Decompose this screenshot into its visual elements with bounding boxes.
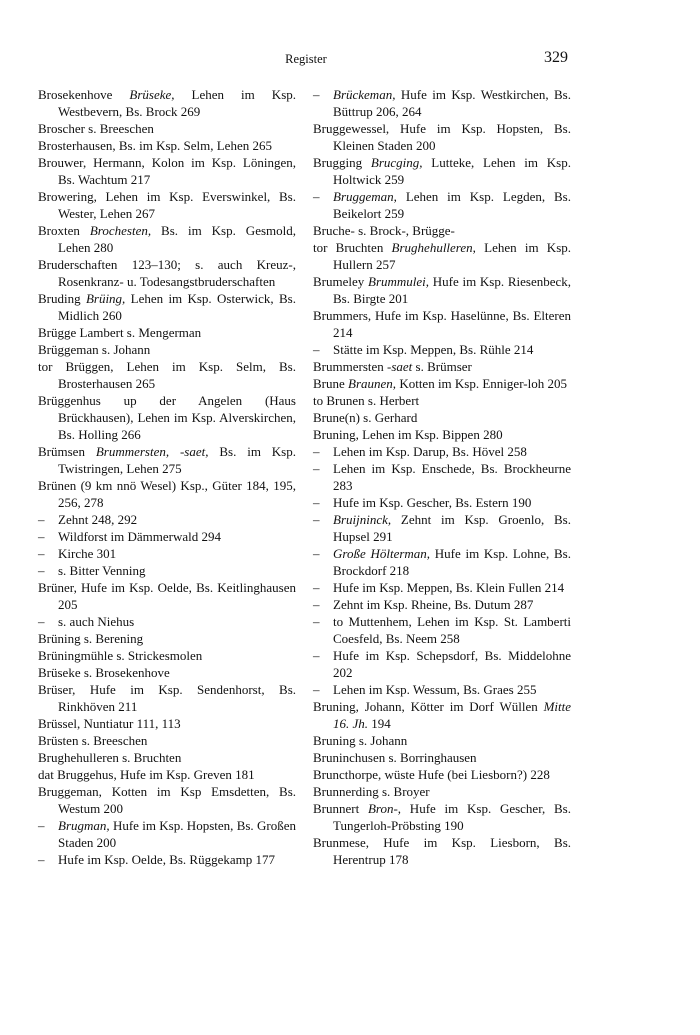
index-entry bbox=[38, 715, 296, 732]
index-entry bbox=[38, 766, 296, 783]
index-entry bbox=[313, 375, 571, 392]
register-column-right bbox=[313, 86, 571, 868]
entry-text: tor Bruchten bbox=[313, 240, 392, 255]
entry-text: tor Brüggen, Lehen im Ksp. Selm, Bs. Brosterhausen 265 bbox=[38, 359, 296, 391]
index-entry bbox=[313, 681, 571, 698]
entry-text: Brosekenhove bbox=[38, 87, 130, 102]
entry-text: Lehen im Ksp. Legden, Bs. Beikelort 259 bbox=[333, 189, 571, 221]
subentry-dash: – bbox=[313, 614, 320, 629]
entry-text: Brüningmühle s. Strickesmolen bbox=[38, 648, 203, 663]
entry-text: 194 bbox=[368, 716, 391, 731]
subentry-dash: – bbox=[313, 495, 320, 510]
entry-text: Bruche- s. Brock-, Brügge- bbox=[313, 223, 455, 238]
subentry-dash: – bbox=[313, 342, 320, 357]
entry-text: Bruggeman, Kotten im Ksp Emsdetten, Bs. Westum 200 bbox=[38, 784, 296, 816]
index-entry bbox=[38, 188, 296, 222]
index-entry bbox=[313, 409, 571, 426]
index-entry bbox=[38, 290, 296, 324]
entry-text: Hufe im Ksp. Gescher, Bs. Estern 190 bbox=[333, 495, 532, 510]
entry-text: Brümsen bbox=[38, 444, 96, 459]
index-entry bbox=[313, 239, 571, 273]
index-entry bbox=[38, 664, 296, 681]
entry-text: Lehen im Ksp. Hullern 257 bbox=[333, 240, 571, 272]
entry-text: Bruning, Johann, Kötter im Dorf Wüllen bbox=[313, 699, 544, 714]
running-header: Register bbox=[285, 52, 327, 66]
entry-text: Hufe im Ksp. Hopsten, Bs. Großen Staden 200 bbox=[58, 818, 296, 850]
entry-italic-text: Bron-, bbox=[367, 801, 402, 816]
entry-text: to Muttenhem, Lehen im Ksp. St. Lamberti Coesfeld, Bs. Neem 258 bbox=[333, 614, 571, 646]
index-entry bbox=[38, 545, 296, 562]
index-entry bbox=[313, 358, 571, 375]
index-entry bbox=[38, 579, 296, 613]
index-entry bbox=[313, 273, 571, 307]
index-entry bbox=[38, 341, 296, 358]
subentry-dash: – bbox=[313, 461, 320, 476]
index-entry bbox=[313, 647, 571, 681]
subentry-dash: – bbox=[38, 512, 45, 527]
entry-text: Brüssel, Nuntiatur 111, 113 bbox=[38, 716, 181, 731]
index-entry bbox=[38, 681, 296, 715]
index-entry bbox=[313, 800, 571, 834]
entry-text: Browering, Lehen im Ksp. Everswinkel, Bs. Wester, Lehen 267 bbox=[38, 189, 296, 221]
entry-italic-text: Brucging, bbox=[370, 155, 423, 170]
entry-text: Kotten im Ksp. Enniger-loh 205 bbox=[396, 376, 567, 391]
subentry-dash: – bbox=[38, 563, 45, 578]
index-entry bbox=[313, 307, 571, 341]
entry-text: Hufe im Ksp. Lohne, Bs. Brockdorf 218 bbox=[333, 546, 571, 578]
index-entry bbox=[38, 154, 296, 188]
index-entry bbox=[313, 188, 571, 222]
entry-text: Bruding bbox=[38, 291, 86, 306]
entry-text: Brughehulleren s. Bruchten bbox=[38, 750, 182, 765]
index-entry bbox=[38, 749, 296, 766]
entry-text: Bruning s. Johann bbox=[313, 733, 408, 748]
entry-text: s. auch Niehus bbox=[58, 614, 135, 629]
index-entry bbox=[38, 528, 296, 545]
entry-text: Brüning s. Berening bbox=[38, 631, 144, 646]
entry-text: s. Bitter Venning bbox=[58, 563, 146, 578]
index-entry bbox=[313, 86, 571, 120]
entry-text: Brüsten s. Breeschen bbox=[38, 733, 148, 748]
entry-text: Brumeley bbox=[313, 274, 368, 289]
entry-text: Brugging bbox=[313, 155, 371, 170]
entry-text: Brüner, Hufe im Ksp. Oelde, Bs. Keitlinghausen 205 bbox=[38, 580, 296, 612]
index-entry bbox=[313, 460, 571, 494]
entry-text: Broscher s. Breeschen bbox=[38, 121, 154, 136]
entry-italic-text: Brückeman, bbox=[333, 87, 396, 102]
entry-text: Bs. im Ksp. Gesmold, Lehen 280 bbox=[58, 223, 296, 255]
index-entry bbox=[313, 732, 571, 749]
index-entry bbox=[313, 834, 571, 868]
entry-text: Wildforst im Dämmerwald 294 bbox=[58, 529, 222, 544]
entry-text: Kirche 301 bbox=[58, 546, 117, 561]
index-entry bbox=[313, 766, 571, 783]
index-entry bbox=[38, 477, 296, 511]
entry-italic-text: Bruijninck, bbox=[333, 512, 392, 527]
index-entry bbox=[38, 647, 296, 664]
index-entry bbox=[313, 120, 571, 154]
index-entry bbox=[313, 341, 571, 358]
entry-text: Bruderschaften 123–130; s. auch Kreuz-, Rosenkranz- u. Todesangstbruderschaften bbox=[38, 257, 296, 289]
subentry-dash: – bbox=[313, 189, 320, 204]
entry-text: Zehnt im Ksp. Groenlo, Bs. Hupsel 291 bbox=[333, 512, 571, 544]
subentry-dash: – bbox=[313, 444, 320, 459]
entry-text: Bruninchusen s. Borringhausen bbox=[313, 750, 477, 765]
subentry-dash: – bbox=[38, 546, 45, 561]
subentry-dash: – bbox=[38, 852, 45, 867]
index-entry bbox=[313, 596, 571, 613]
entry-text: s. Brümser bbox=[412, 359, 472, 374]
entry-italic-text: Brochesten, bbox=[89, 223, 152, 238]
subentry-dash: – bbox=[313, 546, 320, 561]
index-entry bbox=[313, 154, 571, 188]
index-entry bbox=[313, 443, 571, 460]
index-entry bbox=[313, 579, 571, 596]
entry-text: Brünen (9 km nnö Wesel) Ksp., Güter 184, 195, 256, 278 bbox=[38, 478, 296, 510]
entry-italic-text: Brummersten, -saet, bbox=[95, 444, 209, 459]
entry-text: Brunnert bbox=[313, 801, 368, 816]
entry-text: Brosterhausen, Bs. im Ksp. Selm, Lehen 265 bbox=[38, 138, 272, 153]
subentry-dash: – bbox=[313, 648, 320, 663]
index-entry bbox=[38, 86, 296, 120]
entry-italic-text: Bruggeman, bbox=[333, 189, 397, 204]
index-entry bbox=[38, 630, 296, 647]
index-entry bbox=[313, 222, 571, 239]
entry-italic-text: Brughehulleren, bbox=[391, 240, 476, 255]
index-entry bbox=[313, 392, 571, 409]
entry-text: Stätte im Ksp. Meppen, Bs. Rühle 214 bbox=[333, 342, 534, 357]
entry-text: Lehen im Ksp. Osterwick, Bs. Midlich 260 bbox=[58, 291, 296, 323]
entry-text: Brüseke s. Brosekenhove bbox=[38, 665, 170, 680]
index-entry bbox=[38, 732, 296, 749]
entry-text: Brune bbox=[313, 376, 349, 391]
entry-text: Bruning, Lehen im Ksp. Bippen 280 bbox=[313, 427, 503, 442]
entry-text: Brunmese, Hufe im Ksp. Liesborn, Bs. Herentrup 178 bbox=[313, 835, 571, 867]
index-entry bbox=[313, 494, 571, 511]
entry-text: Hufe im Ksp. Oelde, Bs. Rüggekamp 177 bbox=[58, 852, 276, 867]
index-entry bbox=[38, 358, 296, 392]
index-entry bbox=[38, 392, 296, 443]
subentry-dash: – bbox=[313, 580, 320, 595]
index-entry bbox=[38, 137, 296, 154]
register-column-left bbox=[38, 86, 296, 868]
subentry-dash: – bbox=[38, 818, 45, 833]
index-entry bbox=[38, 562, 296, 579]
index-entry bbox=[38, 443, 296, 477]
entry-text: Zehnt 248, 292 bbox=[58, 512, 138, 527]
entry-text: Brüggeman s. Johann bbox=[38, 342, 151, 357]
entry-text: Bruncthorpe, wüste Hufe (bei Liesborn?) 228 bbox=[313, 767, 550, 782]
entry-italic-text: -saet bbox=[387, 359, 413, 374]
entry-text: to Brunen s. Herbert bbox=[313, 393, 420, 408]
subentry-dash: – bbox=[313, 87, 320, 102]
entry-text: Hufe im Ksp. Westkirchen, Bs. Büttrup 206, 264 bbox=[333, 87, 571, 119]
subentry-dash: – bbox=[313, 512, 320, 527]
index-entry bbox=[38, 120, 296, 137]
entry-text: Brummers, Hufe im Ksp. Haselünne, Bs. Elteren 214 bbox=[313, 308, 571, 340]
subentry-dash: – bbox=[313, 682, 320, 697]
subentry-dash: – bbox=[38, 529, 45, 544]
entry-text: dat Bruggehus, Hufe im Ksp. Greven 181 bbox=[38, 767, 255, 782]
entry-text: Hufe im Ksp. Gescher, Bs. Tungerloh-Pröbsting 190 bbox=[333, 801, 571, 833]
index-entry bbox=[38, 511, 296, 528]
entry-text: Hufe im Ksp. Schepsdorf, Bs. Middelohne 202 bbox=[333, 648, 571, 680]
subentry-dash: – bbox=[38, 614, 45, 629]
index-entry bbox=[313, 545, 571, 579]
index-entry bbox=[313, 749, 571, 766]
index-entry bbox=[38, 324, 296, 341]
index-entry bbox=[313, 613, 571, 647]
entry-text: Brunnerding s. Broyer bbox=[313, 784, 430, 799]
entry-text: Lehen im Ksp. Westbevern, Bs. Brock 269 bbox=[58, 87, 297, 119]
subentry-dash: – bbox=[313, 597, 320, 612]
entry-text: Brouwer, Hermann, Kolon im Ksp. Löningen, Bs. Wachtum 217 bbox=[38, 155, 296, 187]
entry-text: Bruggewessel, Hufe im Ksp. Hopsten, Bs. Kleinen Staden 200 bbox=[313, 121, 571, 153]
entry-text: Brüggenhus up der Angelen (Haus Brückhausen), Lehen im Ksp. Alverskirchen, Bs. Holling 266 bbox=[38, 393, 296, 442]
index-entry bbox=[38, 783, 296, 817]
index-entry bbox=[313, 426, 571, 443]
entry-text: Bs. im Ksp. Twistringen, Lehen 275 bbox=[58, 444, 296, 476]
entry-text: Brüser, Hufe im Ksp. Sendenhorst, Bs. Rinkhöven 211 bbox=[38, 682, 296, 714]
entry-italic-text: Brüseke, bbox=[129, 87, 175, 102]
entry-italic-text: Mitte 16. Jh. bbox=[333, 699, 571, 731]
entry-italic-text: Große Hölterman, bbox=[333, 546, 431, 561]
entry-text: Lehen im Ksp. Enschede, Bs. Brockheurne 283 bbox=[333, 461, 571, 493]
entry-italic-text: Brüing, bbox=[85, 291, 126, 306]
entry-italic-text: Brugman, bbox=[58, 818, 110, 833]
entry-text: Brune(n) s. Gerhard bbox=[313, 410, 418, 425]
index-entry bbox=[38, 256, 296, 290]
entry-italic-text: Braunen, bbox=[348, 376, 397, 391]
index-entry bbox=[313, 783, 571, 800]
entry-text: Lehen im Ksp. Wessum, Bs. Graes 255 bbox=[333, 682, 537, 697]
index-entry bbox=[313, 511, 571, 545]
index-entry bbox=[38, 817, 296, 851]
entry-text: Brummersten bbox=[313, 359, 388, 374]
entry-text: Lutteke, Lehen im Ksp. Holtwick 259 bbox=[333, 155, 571, 187]
index-entry bbox=[38, 851, 296, 868]
entry-text: Hufe im Ksp. Riesenbeck, Bs. Birgte 201 bbox=[333, 274, 571, 306]
index-entry bbox=[38, 222, 296, 256]
page-number: 329 bbox=[544, 49, 568, 66]
entry-text: Broxten bbox=[38, 223, 90, 238]
index-entry bbox=[38, 613, 296, 630]
index-entry bbox=[313, 698, 571, 732]
entry-text: Hufe im Ksp. Meppen, Bs. Klein Fullen 214 bbox=[333, 580, 565, 595]
entry-text: Lehen im Ksp. Darup, Bs. Hövel 258 bbox=[333, 444, 527, 459]
entry-italic-text: Brummulei, bbox=[368, 274, 430, 289]
entry-text: Brügge Lambert s. Mengerman bbox=[38, 325, 202, 340]
entry-text: Zehnt im Ksp. Rheine, Bs. Dutum 287 bbox=[333, 597, 534, 612]
